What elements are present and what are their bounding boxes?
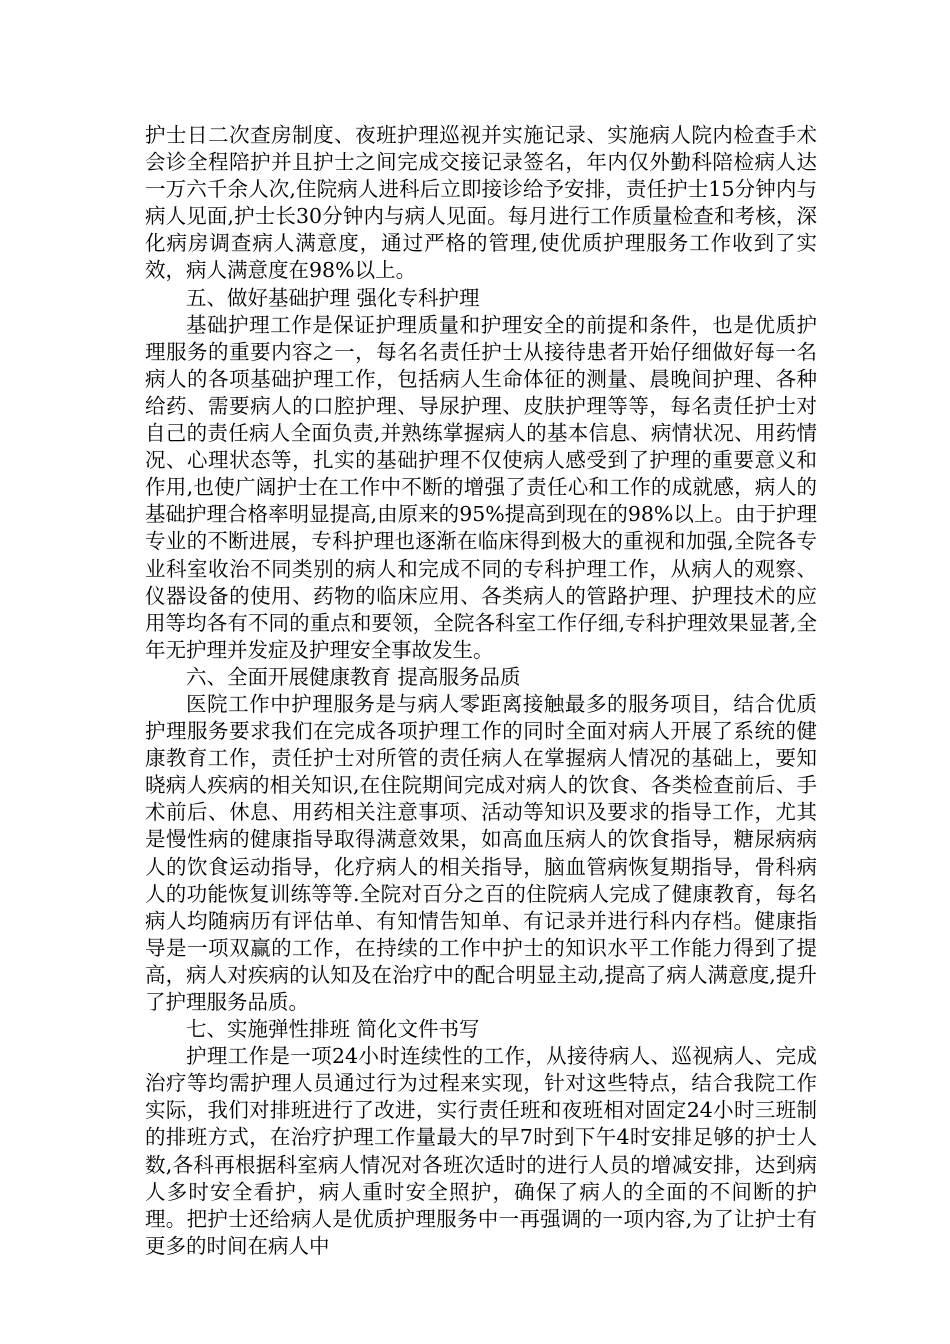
paragraph-continued: 护士日二次查房制度、夜班护理巡视并实施记录、实施病人院内检查手术会诊全程陪护并且护士之间完成交接记录签名，年内仅外勤科陪检病人达一万六千余人次,住院病人进科后立即接诊给予安排，责任护士15分钟内与病人见面,护士长30分钟内与病人见面。每月进行工作质量检查和考核，深化病房调查病人满意度，通过严格的管理,使优质护理服务工作收到了实效，病人满意度在98%以上。 (145, 123, 817, 283)
paragraph-basic-nursing: 基础护理工作是保证护理质量和护理安全的前提和条件，也是优质护理服务的重要内容之一，每名名责任护士从接待患者开始仔细做好每一名病人的各项基础护理工作，包括病人生命体征的测量、晨晚间护理、各种给药、需要病人的口腔护理、导尿护理、皮肤护理等等，每名责任护士对自己的责任病人全面负责,并熟练掌握病人的基本信息、病情状况、用药情况、心理状态等，扎实的基础护理不仅使病人感受到了护理的重要意义和作用,也使广阔护士在工作中不断的增强了责任心和工作的成就感，病人的基础护理合格率明显提高,由原来的95%提高到现在的98%以上。由于护理专业的不断进展，专科护理也逐渐在临床得到极大的重视和加强,全院各专业科室收治不同类别的病人和完成不同的专科护理工作，从病人的观察、仪器设备的使用、药物的临床应用、各类病人的管路护理、护理技术的应用等均各有不同的重点和要领，全院各科室工作仔细,专科护理效果显著,全年无护理并发症及护理安全事故发生。 (145, 312, 817, 662)
section-heading-6: 六、全面开展健康教育 提高服务品质 (186, 664, 521, 689)
section-heading-7: 七、实施弹性排班 简化文件书写 (186, 1017, 480, 1042)
paragraph-health-education: 医院工作中护理服务是与病人零距离接触最多的服务项目，结合优质护理服务要求我们在完成各项护理工作的同时全面对病人开展了系统的健康教育工作，责任护士对所管的责任病人在掌握病人情况的基础上，要知晓病人疾病的相关知识,在住院期间完成对病人的饮食、各类检查前后、手术前后、休息、用药相关注意事项、活动等知识及要求的指导工作，尤其是慢性病的健康指导取得满意效果，如高血压病人的饮食指导，糖尿病病人的饮食运动指导，化疗病人的相关指导，脑血管病恢复期指导，骨科病人的功能恢复训练等等.全院对百分之百的住院病人完成了健康教育，每名病人均随病历有评估单、有知情告知单、有记录并进行科内存档。健康指导是一项双赢的工作，在持续的工作中护士的知识水平工作能力得到了提高，病人对疾病的认知及在治疗中的配合明显主动,提高了病人满意度,提升了护理服务品质。 (145, 691, 817, 1014)
document-body (145, 122, 817, 1260)
section-heading-5: 五、做好基础护理 强化专科护理 (186, 285, 480, 310)
paragraph-flexible-scheduling: 护理工作是一项24小时连续性的工作，从接待病人、巡视病人、完成治疗等均需护理人员通过行为过程来实现，针对这些特点，结合我院工作实际，我们对排班进行了改进，实行责任班和夜班相对固定24小时三班制的排班方式，在治疗护理工作量最大的早7时到下午4时安排足够的护士人数,各科再根据科室病人情况对各班次适时的进行人员的增减安排，达到病人多时安全看护，病人重时安全照护，确保了病人的全面的不间断的护理。把护士还给病人是优质护理服务中一再强调的一项内容,为了让护士有更多的时间在病人中 (145, 1044, 817, 1258)
